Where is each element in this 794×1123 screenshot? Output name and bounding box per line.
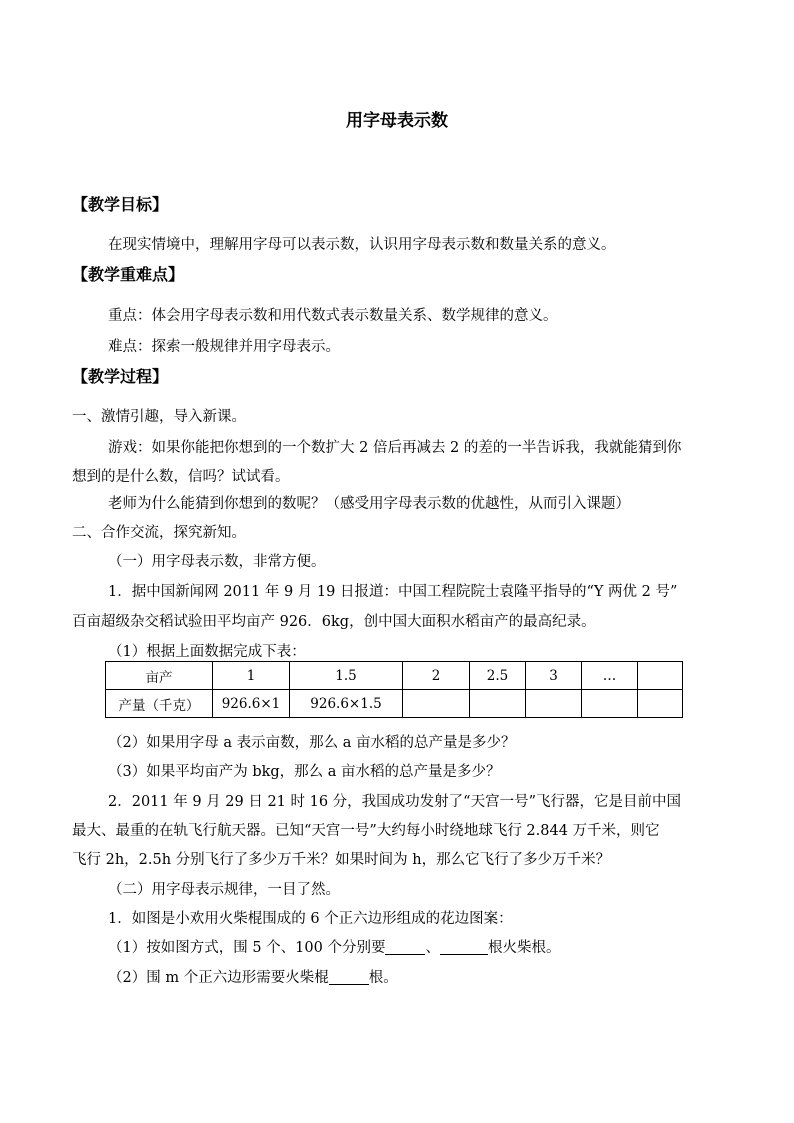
question-2: （2）如果用字母 a 表示亩数，那么 a 亩水稻的总产量是多少？ — [108, 735, 516, 751]
heading-key-points: 【教学重难点】 — [72, 265, 185, 284]
subsection-1-title: （一）用字母表示数，非常方便。 — [108, 554, 326, 570]
question-1: （1）根据上面数据完成下表： — [108, 644, 306, 660]
table-cell — [638, 662, 683, 690]
question-4-separator: 、 — [425, 940, 440, 956]
question-4 — [108, 936, 560, 957]
table-cell: 1.5 — [290, 662, 403, 690]
table-cell: 2 — [403, 662, 470, 690]
part2-title: 二、合作交流，探究新知。 — [72, 525, 246, 541]
table-cell: 2.5 — [470, 662, 526, 690]
problem1-line1: 1．据中国新闻网 2011 年 9 月 19 日报道：中国工程院院士袁隆平指导的“Y 两优 2 号” — [108, 584, 678, 600]
subsection-2-title: （二）用字母表示规律，一目了然。 — [108, 882, 340, 898]
problem1-line2: 百亩超级杂交稻试验田平均亩产 926．6kg，创中国大面积水稻亩产的最高纪录。 — [72, 614, 596, 630]
table-cell: 926.6×1 — [213, 690, 290, 718]
table-cell — [582, 690, 638, 718]
teacher-question: 老师为什么能猜到你想到的数呢？（感受用字母表示数的优越性，从而引入课题） — [108, 496, 630, 512]
question-5 — [108, 966, 398, 987]
problem2-line3: 飞行 2h，2.5h 分别飞行了多少万千米？如果时间为 h，那么它飞行了多少万千米？ — [72, 852, 611, 868]
table-cell: … — [582, 662, 638, 690]
table-cell — [638, 690, 683, 718]
goal-text: 在现实情境中，理解用字母可以表示数，认识用字母表示数和数量关系的意义。 — [108, 237, 616, 253]
heading-teaching-process: 【教学过程】 — [72, 367, 169, 386]
game-text-line2: 想到的是什么数，信吗？试试看。 — [72, 469, 290, 485]
table-cell: 亩产 — [106, 662, 213, 690]
table-cell: 1 — [213, 662, 290, 690]
table-cell: 产量（千克） — [106, 690, 213, 718]
question-3: （3）如果平均亩产为 bkg，那么 a 亩水稻的总产量是多少？ — [108, 764, 501, 780]
table-cell — [526, 690, 582, 718]
part1-title: 一、激情引趣，导入新课。 — [72, 409, 246, 425]
table-row — [106, 662, 683, 690]
table-row — [106, 690, 683, 718]
table-cell: 926.6×1.5 — [290, 690, 403, 718]
question-4-prefix: （1）按如图方式，围 5 个、100 个分别要 — [108, 940, 386, 956]
heading-teaching-goal: 【教学目标】 — [72, 195, 169, 214]
table-cell: 3 — [526, 662, 582, 690]
table-cell — [403, 690, 470, 718]
problem2-line1: 2．2011 年 9 月 29 日 21 时 16 分，我国成功发射了“天宫一号”飞行器，它是目前中国 — [108, 794, 682, 810]
table-cell — [470, 690, 526, 718]
yield-table — [105, 661, 683, 718]
question-5-suffix: 根。 — [368, 970, 398, 986]
problem2-line2: 最大、最重的在轨飞行航天器。已知“天宫一号”大约每小时绕地球飞行 2.844 万千米，则它 — [72, 823, 660, 839]
answer-blank-m — [329, 970, 369, 985]
answer-blank-5 — [385, 940, 425, 955]
difficulty-text: 难点：探索一般规律并用字母表示。 — [108, 339, 340, 355]
page-title: 用字母表示数 — [346, 111, 448, 131]
game-text-line1: 游戏：如果你能把你想到的一个数扩大 2 倍后再减去 2 的差的一半告诉我，我就能猜到你 — [108, 440, 682, 456]
question-4-suffix: 根火柴根。 — [487, 940, 561, 956]
answer-blank-100 — [440, 940, 488, 955]
problem3-text: 1．如图是小欢用火柴棍围成的 6 个正六边形组成的花边图案： — [108, 911, 513, 927]
question-5-prefix: （2）围 m 个正六边形需要火柴棍 — [108, 970, 329, 986]
key-point-text: 重点：体会用字母表示数和用代数式表示数量关系、数学规律的意义。 — [108, 308, 558, 324]
